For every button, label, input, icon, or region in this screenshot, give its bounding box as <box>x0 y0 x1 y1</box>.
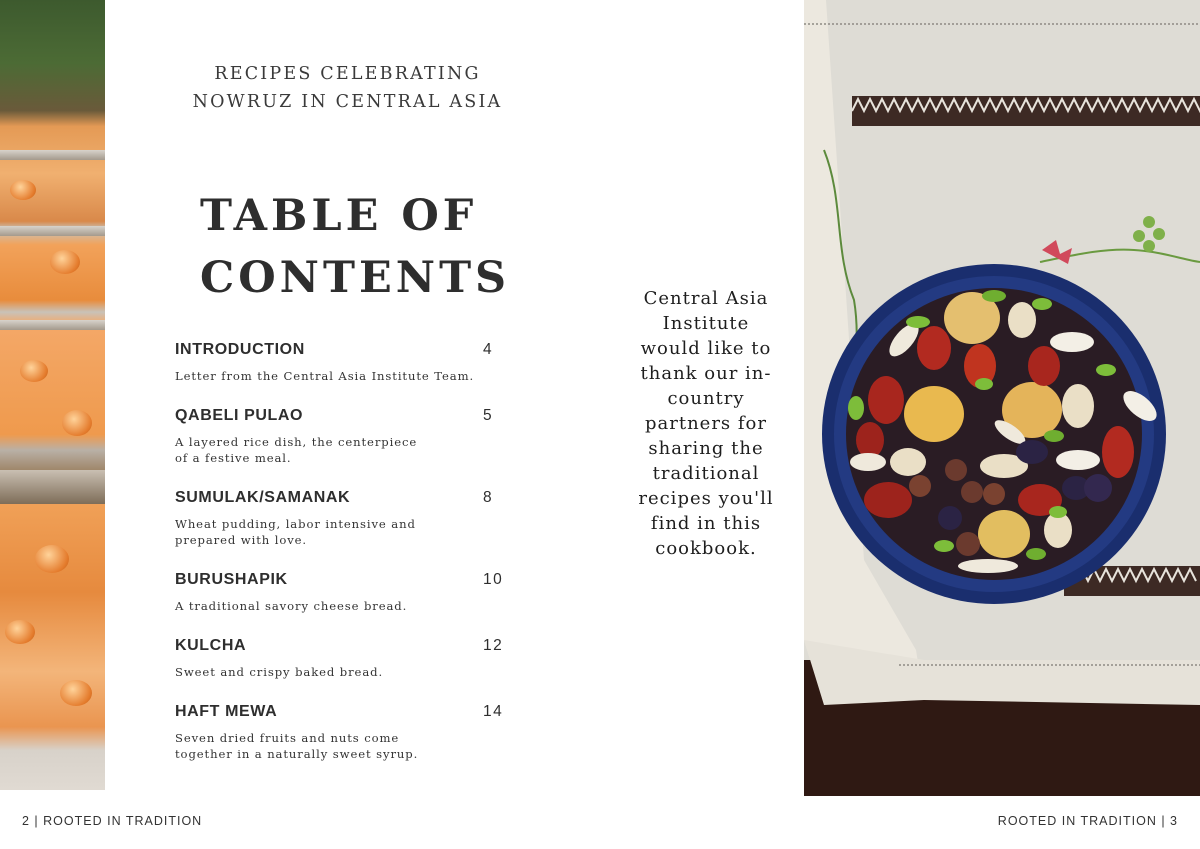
jujube <box>856 422 884 458</box>
walnut <box>1062 384 1094 428</box>
apricot <box>10 180 36 200</box>
pistachio <box>934 540 954 552</box>
thanks-line: Central Asia <box>643 288 769 309</box>
tray-edge <box>0 320 105 330</box>
subtitle-line: NOWRUZ IN CENTRAL ASIA <box>192 92 503 112</box>
almond <box>1056 450 1100 470</box>
thanks-line: find in this <box>650 513 762 534</box>
pistachio <box>975 378 993 390</box>
toc-page-number: 12 <box>483 637 504 654</box>
toc-entry-description <box>175 730 475 762</box>
almond <box>958 559 1018 573</box>
pistachio <box>1096 364 1116 376</box>
raisin <box>1084 474 1112 502</box>
toc-entry-title: HAFT MEWA <box>175 703 278 720</box>
title-line: CONTENTS <box>200 253 511 303</box>
toc-entry-title: BURUSHAPIK <box>175 571 288 588</box>
thanks-line: thank our in- <box>640 363 772 384</box>
toc-entry-introduction[interactable] <box>175 340 515 406</box>
toc-entry-description: Sweet and crispy baked bread. <box>175 665 384 679</box>
thanks-line: traditional <box>652 463 760 484</box>
toc-entry-burushapik[interactable] <box>175 570 515 636</box>
raisin <box>945 459 967 481</box>
raisin <box>909 475 931 497</box>
toc-entry-sumulak-samanak[interactable] <box>175 488 515 570</box>
thanks-line: partners for <box>644 413 767 434</box>
description-line: A layered rice dish, the centerpiece <box>175 435 418 449</box>
jujube <box>864 482 912 518</box>
apricot <box>50 250 80 274</box>
toc-page-number: 14 <box>483 703 504 720</box>
haft-mewa-bowl-photo <box>804 0 1200 796</box>
toc-entry-title: SUMULAK/SAMANAK <box>175 489 351 506</box>
jujube <box>1028 346 1060 386</box>
toc-entry-description: Letter from the Central Asia Institute Team. <box>175 369 475 383</box>
description-line: together in a naturally sweet syrup. <box>175 747 419 761</box>
almond <box>850 453 886 471</box>
raisin <box>938 506 962 530</box>
pistachio <box>1049 506 1067 518</box>
dried-apricot <box>978 510 1030 558</box>
raisin <box>1016 440 1048 464</box>
toc-entry-title: KULCHA <box>175 637 247 654</box>
description-line: of a festive meal. <box>175 451 292 465</box>
jujube <box>868 376 904 424</box>
footer-left-page-label: 2 | ROOTED IN TRADITION <box>22 814 203 828</box>
thanks-line: cookbook. <box>655 538 757 559</box>
toc-list <box>175 340 515 784</box>
raisin <box>956 532 980 556</box>
tray-edge <box>0 150 105 160</box>
subtitle-line: RECIPES CELEBRATING <box>214 64 481 84</box>
toc-page-number: 4 <box>483 341 494 358</box>
embroidery-flower <box>1143 216 1155 228</box>
walnut <box>890 448 926 476</box>
dried-apricot <box>904 386 964 442</box>
bowl-illustration <box>804 0 1200 796</box>
jujube <box>917 326 951 370</box>
raisin <box>961 481 983 503</box>
description-line: Wheat pudding, labor intensive and <box>175 517 416 531</box>
apricot <box>60 680 92 706</box>
almond <box>1050 332 1094 352</box>
raisin <box>983 483 1005 505</box>
apricot <box>5 620 35 644</box>
toc-entry-kulcha[interactable] <box>175 636 515 702</box>
apricot <box>62 410 92 436</box>
tray-edge <box>0 470 105 504</box>
toc-entry-description <box>175 516 475 548</box>
toc-page-number: 8 <box>483 489 494 506</box>
footer-right-page-label: ROOTED IN TRADITION | 3 <box>997 814 1178 828</box>
toc-entry-description: A traditional savory cheese bread. <box>175 599 408 613</box>
toc-entry-title: QABELI PULAO <box>175 407 304 424</box>
toc-page-number: 5 <box>483 407 494 424</box>
apricot <box>35 545 69 573</box>
thanks-line: country <box>667 388 745 409</box>
tray-edge <box>0 226 105 236</box>
toc-entry-description <box>175 434 475 466</box>
thank-you-note <box>628 286 784 561</box>
book-subtitle <box>180 60 515 116</box>
pistachio <box>1026 548 1046 560</box>
pistachio <box>982 290 1006 302</box>
title-line: TABLE OF <box>200 191 478 241</box>
pistachio <box>1032 298 1052 310</box>
toc-entry-title: INTRODUCTION <box>175 341 305 358</box>
pistachio <box>1044 430 1064 442</box>
thanks-line: recipes you'll <box>638 488 774 509</box>
jujube <box>1102 426 1134 478</box>
page-title <box>200 185 511 309</box>
embroidery-flower <box>1133 230 1145 242</box>
embroidery-flower <box>1143 240 1155 252</box>
thanks-line: sharing the <box>648 438 764 459</box>
walnut <box>1008 302 1036 338</box>
apricot <box>20 360 48 382</box>
pistachio <box>848 396 864 420</box>
dried-apricots-photo <box>0 0 105 790</box>
thanks-line: Institute <box>662 313 750 334</box>
pistachio <box>906 316 930 328</box>
embroidery-flower <box>1153 228 1165 240</box>
description-line: prepared with love. <box>175 533 307 547</box>
thanks-line: would like to <box>640 338 772 359</box>
toc-entry-qabeli-pulao[interactable] <box>175 406 515 488</box>
toc-page-number: 10 <box>483 571 504 588</box>
toc-entry-haft-mewa[interactable] <box>175 702 515 784</box>
description-line: Seven dried fruits and nuts come <box>175 731 400 745</box>
